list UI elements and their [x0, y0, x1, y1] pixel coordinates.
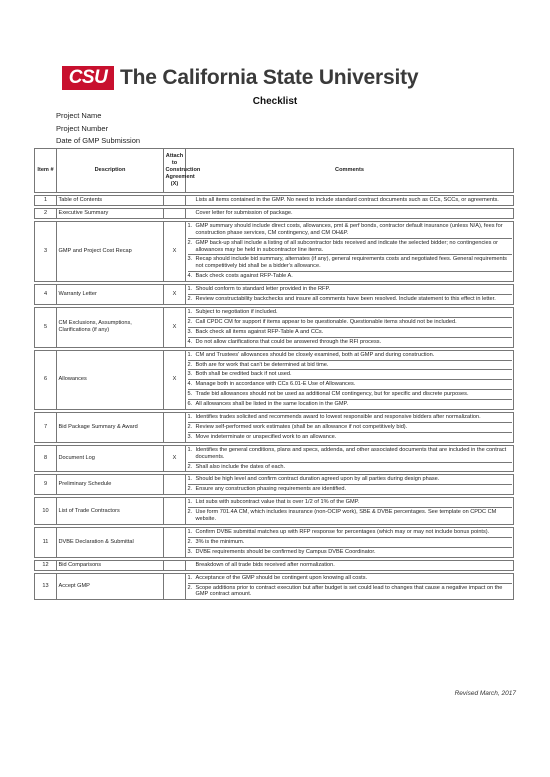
comment-line [188, 561, 512, 570]
attach-mark [164, 208, 186, 218]
comment-line [188, 485, 512, 494]
comment-line [188, 370, 512, 380]
comment-line [188, 413, 512, 423]
comment-text: Manage both in accordance with CCs 6.01-E Use of Allowances. [195, 381, 356, 388]
comment-line [188, 318, 512, 328]
item-number: 8 [35, 445, 57, 472]
comment-line [188, 538, 512, 548]
meta-project-name: Project Name [56, 111, 102, 120]
comment-number: 2. [187, 296, 193, 303]
comment-text: Should be high level and confirm contract duration agreed upon by all parties during design phase. [195, 476, 440, 483]
table-row [35, 350, 514, 409]
comment-number: 1. [187, 286, 193, 293]
project-meta [56, 110, 140, 148]
comment-line [188, 508, 512, 524]
table-header-row [35, 149, 514, 193]
comment-number: 4. [187, 273, 193, 280]
item-number: 2 [35, 208, 57, 218]
comment-number: 1. [187, 574, 193, 581]
comment-line [188, 423, 512, 433]
comment-text: Subject to negotiation if included. [195, 308, 278, 315]
item-number: 12 [35, 560, 57, 570]
comment-number: 3. [187, 328, 193, 335]
comment-number: 1. [187, 308, 193, 315]
item-description: CM Exclusions, Assumptions, Clarifications (if any) [57, 307, 164, 347]
checklist-rows [35, 193, 514, 600]
comment-text: Use form 701.4A CM, which includes insurance (non-OCIP work), SBE & DVBE percentages. See template on CPDC CM website. [195, 509, 497, 523]
comment-line [188, 295, 512, 304]
comment-line [188, 196, 512, 205]
item-number: 7 [35, 413, 57, 443]
attach-mark [164, 196, 186, 206]
table-row [35, 208, 514, 218]
comment-number: 1. [187, 414, 193, 421]
comment-number: 3. [187, 256, 193, 263]
table-row [35, 528, 514, 558]
table-row [35, 560, 514, 570]
document-title: Checklist [252, 96, 298, 107]
attach-mark: X [164, 445, 186, 472]
item-description: Preliminary Schedule [57, 475, 164, 495]
item-comments [186, 413, 514, 443]
table-row [35, 573, 514, 600]
comment-line [188, 209, 512, 218]
item-comments [186, 560, 514, 570]
comment-number: 1. [187, 351, 193, 358]
attach-mark [164, 560, 186, 570]
comment-number: 2. [187, 538, 193, 545]
comment-text: Back check all items against RFP-Table A and CCs. [195, 328, 324, 335]
comment-text: Ensure any construction phasing requirements are identified. [195, 486, 346, 493]
attach-mark [164, 573, 186, 600]
university-name: The California State University [120, 66, 419, 89]
header-attach: Attach to Construction Agreement (X) [164, 149, 186, 193]
comment-number: 3. [187, 433, 193, 440]
table-row [35, 498, 514, 525]
comment-text: List subs with subcontract value that is over 1/2 of 1% of the GMP. [195, 499, 360, 506]
comment-number: 4. [187, 338, 193, 345]
comment-text: Trade bid allowances should not be used as additional CM contingency, but for specific and discrete purposes. [195, 391, 469, 398]
comment-line [188, 239, 512, 256]
comment-line [188, 498, 512, 508]
comment-line [188, 463, 512, 472]
item-number: 6 [35, 350, 57, 409]
item-number: 10 [35, 498, 57, 525]
comment-line [188, 338, 512, 347]
comment-text: Review constructability backchecks and insure all comments have been resolved. Include statement to this effect in letter. [195, 296, 496, 303]
comment-text: Identifies the general conditions, plans and specs, addenda, and other associated documents that are included in the contract documents. [195, 446, 507, 460]
comment-line [188, 433, 512, 442]
header-description: Description [57, 149, 164, 193]
comment-number [188, 197, 196, 204]
item-comments [186, 208, 514, 218]
item-comments [186, 475, 514, 495]
comment-text: Should conform to standard letter provided in the RFP. [195, 286, 331, 293]
item-description: Bid Package Summary & Award [57, 413, 164, 443]
item-number: 5 [35, 307, 57, 347]
item-description: DVBE Declaration & Submittal [57, 528, 164, 558]
comment-text: Move indeterminate or unspecified work to an allowance. [195, 433, 337, 440]
comment-number: 2. [187, 509, 193, 516]
comment-text: Identifies trades solicited and recommends award to lowest responsible and responsive bidders after normalization. [195, 414, 481, 421]
comment-text: Both shall be credited back if not used. [195, 371, 292, 378]
comment-number: 4. [187, 381, 193, 388]
comment-number: 2. [187, 486, 193, 493]
item-description: Bid Comparisons [57, 560, 164, 570]
item-number: 4 [35, 285, 57, 305]
comment-text: All allowances shall be listed in the same location in the GMP. [195, 401, 349, 408]
item-description: Allowances [57, 350, 164, 409]
comment-line [188, 475, 512, 485]
comment-line [188, 255, 512, 272]
item-comments [186, 196, 514, 206]
item-description: List of Trade Contractors [57, 498, 164, 525]
comment-number: 3. [187, 548, 193, 555]
meta-project-number: Project Number [56, 123, 109, 133]
comment-text: GMP back-up shall include a listing of all subcontractor bids received and indicate the selected bidder; no contingencies or allowances may be held in subcontractor line items. [195, 239, 498, 253]
attach-mark [164, 498, 186, 525]
comment-number: 6. [187, 401, 193, 408]
comment-text: Scope additions prior to contract execution but after budget is set could lead to changes that cause a negative impact on the GMP contract amount. [195, 584, 503, 598]
comment-text: Cover letter for submission of package. [195, 209, 293, 216]
item-number: 9 [35, 475, 57, 495]
comment-line [188, 528, 512, 538]
comment-text: Both are for work that can't be determined at bid time. [195, 361, 329, 368]
item-description: Executive Summary [57, 208, 164, 218]
comment-line [188, 390, 512, 400]
attach-mark: X [164, 307, 186, 347]
item-description: Accept GMP [57, 573, 164, 600]
comment-line [188, 272, 512, 281]
comment-text: Breakdown of all trade bids received after normalization. [195, 561, 335, 568]
comment-number: 1. [187, 446, 193, 453]
comment-text: Call CPDC CM for support if items appear to be questionable. Questionable items should not be included. [195, 318, 457, 325]
comment-number: 2. [187, 423, 193, 430]
item-description: Warranty Letter [57, 285, 164, 305]
comment-number: 2. [187, 584, 193, 591]
attach-mark: X [164, 285, 186, 305]
comment-text: Review self-performed work estimates (shall be an allowance if not competitively bid). [195, 423, 408, 430]
comment-number: 1. [187, 529, 193, 535]
comment-text: Acceptance of the GMP should be contingent upon knowing all costs. [195, 574, 368, 581]
item-number: 3 [35, 221, 57, 281]
comment-text: 3% is the minimum. [195, 538, 245, 545]
checklist-table [34, 148, 514, 600]
item-comments [186, 573, 514, 600]
comment-number: 3. [187, 371, 193, 378]
comment-line [188, 285, 512, 295]
attach-mark [164, 528, 186, 558]
item-comments [186, 445, 514, 472]
comment-line [188, 446, 512, 463]
header-item: Item # [35, 149, 57, 193]
comment-number: 1. [187, 476, 193, 483]
comment-text: Lists all items contained in the GMP. No need to include standard contract documents such as CCs, SCCs, or agreements. [195, 197, 499, 203]
table-row [35, 475, 514, 495]
item-comments [186, 285, 514, 305]
comment-number: 5. [187, 391, 193, 398]
comment-text: Shall also include the dates of each. [195, 463, 286, 470]
table-row [35, 307, 514, 347]
comment-line [188, 308, 512, 318]
comment-line [188, 222, 512, 239]
comment-number: 2. [187, 361, 193, 368]
attach-mark: X [164, 350, 186, 409]
comment-line [188, 380, 512, 390]
table-row [35, 221, 514, 281]
item-number: 1 [35, 196, 57, 206]
attach-mark [164, 475, 186, 495]
comment-text: Recap should include bid summary, alternates (if any), general requirements costs and negotiated fees. General requirements not competitively bid shall be a bidder's allowance. [195, 256, 507, 270]
comment-number: 2. [187, 463, 193, 470]
comment-line [188, 328, 512, 338]
comment-text: Back check costs against RFP-Table A. [195, 273, 293, 280]
comment-line [188, 548, 512, 557]
header-comments: Comments [186, 149, 514, 193]
comment-number: 1. [187, 499, 193, 506]
table-row [35, 196, 514, 206]
comment-line [188, 400, 512, 409]
attach-mark [164, 413, 186, 443]
table-row [35, 285, 514, 305]
csu-logo [62, 66, 418, 90]
comment-line [188, 584, 512, 600]
item-description: Table of Contents [57, 196, 164, 206]
item-description: Document Log [57, 445, 164, 472]
comment-number: 2. [187, 239, 193, 246]
meta-submission-date: Date of GMP Submission [56, 136, 141, 145]
comment-number [188, 562, 196, 569]
comment-line [188, 351, 512, 361]
comment-number [188, 210, 196, 217]
item-comments [186, 350, 514, 409]
comment-text: GMP summary should include direct costs, allowances, pmt & perf bonds, contractor default insurance (unless N/A), fees for construction phase services, CM contingency, and CM OH&P. [195, 222, 503, 236]
comment-text: Confirm DVBE submittal matches up with RFP response for percentages (which may or may not include bonus points). [195, 529, 490, 535]
comment-line [188, 361, 512, 371]
comment-number: 1. [187, 222, 193, 229]
revision-footer: Revised March, 2017 [454, 690, 516, 697]
item-comments [186, 498, 514, 525]
comment-text: CM and Trustees' allowances should be closely examined, both at GMP and during construction. [195, 351, 435, 358]
table-row [35, 413, 514, 443]
item-number: 13 [35, 573, 57, 600]
comment-line [188, 574, 512, 584]
attach-mark: X [164, 221, 186, 281]
item-description: GMP and Project Cost Recap [57, 221, 164, 281]
table-row [35, 445, 514, 472]
comment-text: DVBE requirements should be confirmed by Campus DVBE Coordinator. [195, 548, 376, 555]
csu-logo-mark: CSU [62, 66, 114, 90]
item-comments [186, 221, 514, 281]
comment-text: Do not allow clarifications that could be answered through the RFI process. [195, 338, 382, 345]
item-comments [186, 307, 514, 347]
item-number: 11 [35, 528, 57, 558]
comment-number: 2. [187, 318, 193, 325]
item-comments [186, 528, 514, 558]
